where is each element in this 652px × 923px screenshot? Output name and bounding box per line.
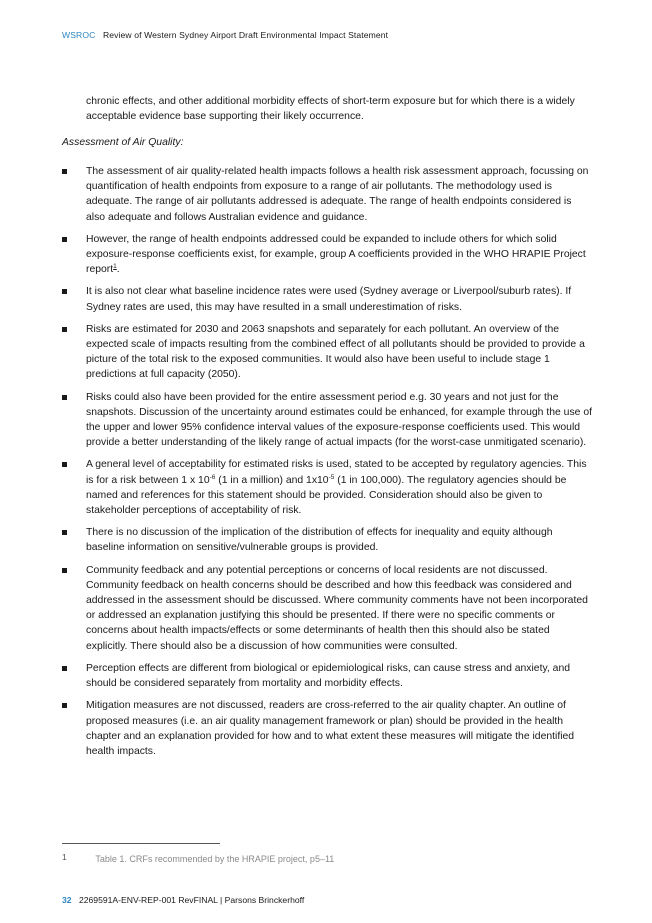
list-item (62, 525, 592, 555)
bullet-text-end: . (116, 264, 120, 276)
page-header (62, 30, 388, 40)
bullet-text: The assessment of air quality-related health impacts follows a health risk assessment approach, focussing on quantification of health endpoints from exposure to a range of air pollutants. The methodology used is adequate. The range of air pollutants addressed is adequate. The range of health endpoints considered is also adequate and follows Australian evidence and guidance. (86, 166, 589, 223)
bullet-marker-icon (62, 169, 67, 174)
list-item (62, 164, 592, 225)
bullet-text: However, the range of health endpoints addressed could be expanded to include others for which solid exposure-response coefficients exist, for example, group A coefficients provided in the WHO HRAPIE Project report (86, 233, 586, 276)
section-heading: Assessment of Air Quality: (62, 137, 184, 148)
bullet-marker-icon (62, 237, 67, 242)
bullet-text: Perception effects are different from biological or epidemiological risks, can cause stress and anxiety, and should be considered separately from mortality and morbidity effects. (86, 662, 570, 690)
footnote-number: 1 (62, 852, 67, 862)
bullet-marker-icon (62, 666, 67, 671)
bullet-marker-icon (62, 327, 67, 332)
list-item (62, 232, 592, 278)
bullet-marker-icon (62, 395, 67, 400)
bullet-marker-icon (62, 462, 67, 467)
footer-text: 2269591A-ENV-REP-001 RevFINAL | Parsons Brinckerhoff (78, 895, 305, 905)
list-item (62, 457, 592, 518)
bullet-text: It is also not clear what baseline incidence rates were used (Sydney average or Liverpool/suburb rates). If Sydney rates are used, this may have resulted in a small underestimation of risks. (86, 286, 572, 313)
exponent: -6 (209, 473, 216, 481)
bullet-text: (1 in 100,000). The regulatory agencies should be named and references for this statement should be provided. Consideration should also be given to stakeholder perceptions of acceptability of risk. (86, 474, 567, 517)
bullet-text: (1 in a million) and 1x10 (215, 474, 329, 486)
list-item (62, 322, 592, 383)
list-item (62, 390, 592, 451)
bullet-text: Risks could also have been provided for the entire assessment period e.g. 30 years and not just for the snapshots. Discussion of the uncertainty around estimates could be enhanced, for example through the use of the upper and lower 95% confidence interval values of the exposure-response coefficients used. This would provide a better understanding of the likely range of actual impacts (for the worst-case unmitigated scenario). (86, 391, 592, 449)
intro-paragraph: chronic effects, and other additional morbidity effects of short-term exposure but for which there is a widely acceptable evidence base supporting their likely occurrence. (86, 96, 575, 123)
page-footer (62, 895, 304, 905)
bullet-text: Community feedback and any potential perceptions or concerns of local residents are not discussed. Community feedback on health concerns should be described and how this feedback was considered and addressed in the assessment should be discussed. Where community comments have not been incorporated or addressed an explanation justifying this should be presented. If there were no specific comments or concerns about health impacts/effects or some determinants of health then this should also be stated explicitly. There should also be a discussion of how communities were consulted. (86, 564, 588, 652)
bullet-marker-icon (62, 703, 67, 708)
footnote-divider (62, 843, 220, 844)
bullet-text: Mitigation measures are not discussed, readers are cross-referred to the air quality chapter. An outline of proposed measures (i.e. an air quality management framework or plan) should be provided in the health chapter and an explanation provided for how and to what extent these measures will mitigate the identified health impacts. (86, 700, 575, 757)
bullet-text: Risks are estimated for 2030 and 2063 snapshots and separately for each pollutant. An overview of the expected scale of impacts resulting from the combined effect of all pollutants should be provided to provide a picture of the total risk to the exposed communities. It would also have been useful to include stage 1 predictions at full capacity (2050). (86, 323, 585, 381)
page-number: 32 (62, 895, 72, 905)
bullet-marker-icon (62, 568, 67, 573)
header-org: WSROC (62, 30, 96, 40)
list-item (62, 563, 592, 654)
bullet-marker-icon (62, 530, 67, 535)
list-item (62, 661, 592, 691)
bullet-text: There is no discussion of the implication of the distribution of effects for inequality and equity although baseline information on sensitive/vulnerable groups is provided. (86, 527, 553, 554)
footnote-text: Table 1. CRFs recommended by the HRAPIE project, p5–11 (95, 854, 335, 864)
list-item (62, 284, 592, 314)
exponent: -5 (328, 473, 335, 481)
bullet-list (62, 164, 592, 766)
header-title: Review of Western Sydney Airport Draft Environmental Impact Statement (102, 30, 389, 40)
footnote (62, 852, 334, 864)
list-item (62, 698, 592, 759)
bullet-text: A general level of acceptability for estimated risks is used, stated to be accepted by regulatory agencies. This is for a risk between 1 x 10 (86, 459, 587, 486)
footnote-reference[interactable]: 1 (113, 263, 117, 271)
bullet-marker-icon (62, 289, 67, 294)
